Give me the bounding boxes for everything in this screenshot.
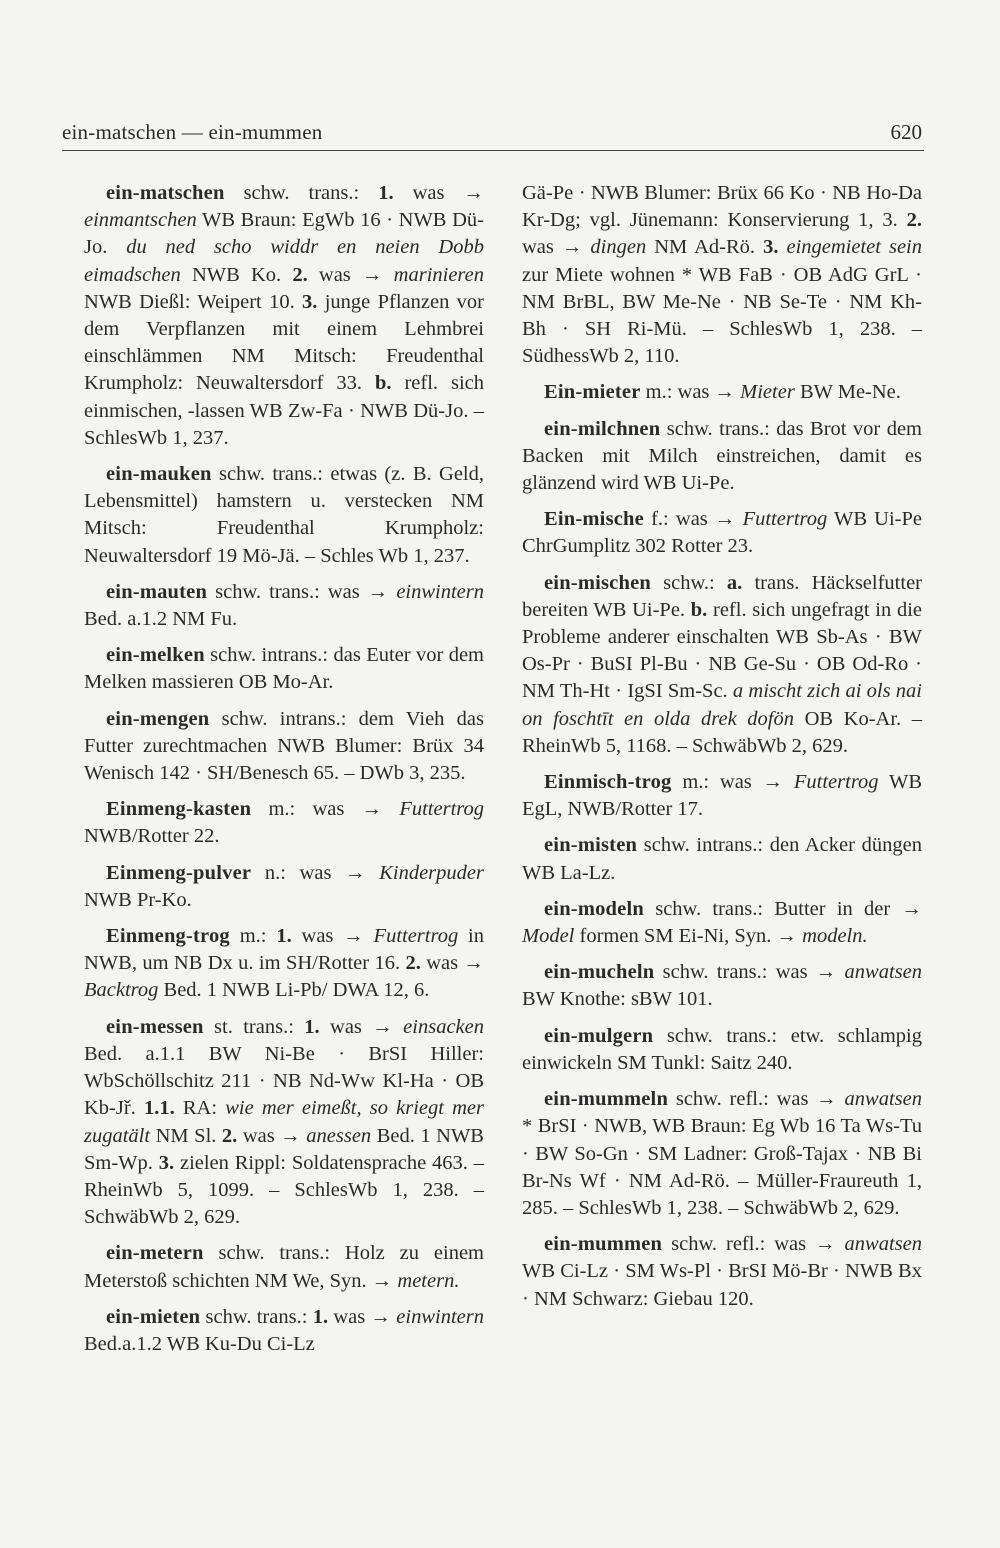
dictionary-entry [522,769,922,823]
entry-text: WB Ui-Pe ChrGumplitz 302 Rotter 23. [522,508,923,558]
entry-text: schw. trans.: [224,182,379,204]
entry-text: schw. trans.: Holz zu einem Meterstoß schichten NM We, Syn. → [84,1242,484,1292]
entry-text: Gä-Pe · NWB Blumer: Brüx 66 Ko · NB Ho-Da Kr-Dg; vgl. Jünemann: Konservierung 1, 3. [522,182,922,232]
entry-italic-text: einwintern [396,1305,484,1328]
entry-text: schw. intrans.: den Acker düngen WB La-Lz. [522,834,922,884]
entry-text: WB Braun: EgWb 16 · NWB Dü-Jo. [84,209,484,259]
entry-text: zielen Rippl: Soldatensprache 463. – RheinWb 5, 1099. – SchlesWb 1, 238. – SchwäbWb 2, 629. [84,1151,484,1229]
entry-sense-number: 1.1. [143,1097,175,1120]
entry-text: was → [237,1124,307,1147]
entry-sense-number: 2. [292,263,308,286]
entry-text: schw. intrans.: das Euter vor dem Melken massieren OB Mo-Ar. [84,644,484,694]
dictionary-entry [522,896,922,950]
dictionary-entry [522,959,922,1013]
entry-lemma: ein-mauten [106,580,208,603]
entry-lemma: ein-milchnen [544,417,661,440]
entry-text: n.: was → [251,861,380,884]
entry-lemma: ein-mulgern [544,1024,654,1047]
entry-sense-number: 2. [221,1124,238,1147]
entry-lemma: ein-mummen [544,1233,663,1256]
entry-italic-text: einmantschen [84,209,197,232]
entry-text: in NWB, um NB Dx u. im SH/Rotter 16. [84,925,484,975]
entry-text: NWB Ko. [180,263,293,286]
entry-text: refl. sich einmischen, -lassen WB Zw-Fa · NWB Dü-Jo. – SchlesWb 1, 237. [84,372,484,449]
entry-text: Bed.a.1.2 WB Ku-Du Ci-Lz [84,1332,315,1355]
entry-italic-text: anwatsen [844,1233,922,1256]
page-number: 620 [890,120,922,144]
dictionary-entry [84,706,484,788]
entry-text: m.: was → [251,798,400,821]
entry-italic-text: du ned scho widdr en neien Dobb eimadschen [84,236,484,286]
entry-sense-number: b. [690,598,708,621]
entry-italic-text: metern. [397,1269,460,1292]
entry-lemma: ein-messen [106,1015,204,1038]
entry-text: schw. trans.: etw. schlampig einwickeln SM Tunkl: Saitz 240. [522,1024,922,1074]
entry-italic-text: anwatsen [844,1088,922,1111]
entry-italic-text: Futtertrog [399,798,484,821]
entry-italic-text: Model [522,925,575,948]
entry-sense-number: 3. [158,1151,175,1174]
entry-text: was → [307,263,394,286]
entry-lemma: ein-misten [544,834,638,857]
entry-lemma: ein-mauken [106,463,212,486]
entry-text: schw. refl.: was → [668,1088,845,1111]
entry-italic-text: Futtertrog [742,508,828,531]
entry-italic-text: Futtertrog [373,925,459,948]
dictionary-entry [84,1304,484,1358]
dictionary-entry [522,1023,922,1077]
entry-lemma: ein-mengen [106,707,210,730]
dictionary-entry [522,506,922,560]
dictionary-entry [522,379,922,406]
entry-text: schw. intrans.: dem Vieh das Futter zurechtmachen NWB Blumer: Brüx 34 Wenisch 142 · SH/Benesch 65. – DWb 3, 235. [84,707,484,785]
dictionary-entry [522,570,922,760]
dictionary-entry [522,1231,922,1313]
dictionary-entry [84,796,484,850]
entry-text: f.: was → [643,508,743,531]
entry-text: was → [420,952,484,975]
dictionary-entry [84,1240,484,1294]
entry-text: BW Me-Ne. [794,381,901,404]
entry-sense-number: 3. [302,290,318,313]
dictionary-entry [84,579,484,633]
entry-sense-number: 1. [304,1015,320,1038]
dictionary-entry [84,1014,484,1232]
entry-text: NM Sl. [150,1124,222,1147]
entry-sense-number: 2. [906,209,922,232]
entry-text: st. trans.: [203,1015,305,1038]
entry-lemma: Einmeng-kasten [106,798,252,821]
entry-sense-number: 1. [312,1305,329,1328]
entry-italic-text: anwatsen [844,961,922,984]
entry-text: schw. refl.: was → [662,1233,845,1256]
entry-text: NWB Pr-Ko. [84,888,192,911]
entry-italic-text: Futtertrog [793,771,879,794]
entry-italic-text: anessen [306,1124,372,1147]
right-column [522,180,922,1322]
entry-italic-text: Backtrog [84,979,159,1002]
entry-text: m.: was → [640,381,741,404]
entry-lemma: Einmeng-pulver [106,861,252,884]
dictionary-entry [84,923,484,1005]
entry-text: Bed. a.1.2 NM Fu. [84,608,238,631]
entry-text: m.: [229,925,277,948]
entry-text: was → [393,182,484,204]
entry-lemma: ein-modeln [544,897,644,920]
entry-text: was → [522,236,591,259]
entry-italic-text: Mieter [740,381,795,404]
entry-italic-text: einwintern [396,580,484,603]
entry-text: OB Ko-Ar. – RheinWb 5, 1168. – SchwäbWb 2, 629. [522,707,922,757]
entry-text: * BrSI · NWB, WB Braun: Eg Wb 16 Ta Ws-Tu · BW So-Gn · SM Ladner: Groß-Tajax · NB Bi Br-Ns Wf · NM Ad-Rö. – Müller-Fraureuth 1, 285. – SchlesWb 1, 238. – SchwäbWb 2, 629. [522,1115,922,1219]
entry-lemma: Ein-mische [544,508,644,531]
entry-text: WB Ci-Lz · SM Ws-Pl · BrSI Mö-Br · NWB Bx · NM Schwarz: Giebau 120. [522,1260,922,1310]
entry-lemma: ein-metern [106,1242,204,1265]
entry-sense-number: a. [726,571,743,594]
entry-italic-text: a mischt zich ai ols nai on foschtīt en olda drek dofön [522,680,922,730]
entry-italic-text: dingen [590,236,647,259]
entry-text: zur Miete wohnen * WB FaB · OB AdG GrL · NM BrBL, BW Me-Ne · NB Se-Te · NM Kh-Bh · SH Ri-Mü. – SchlesWb 1, 238. – SüdhessWb 2, 110. [522,263,922,368]
entry-text: Bed. 1 NWB Sm-Wp. [84,1124,484,1174]
entry-text: BW Knothe: sBW 101. [522,988,713,1011]
entry-text: NM Ad-Rö. [646,236,764,259]
left-column [84,180,484,1367]
running-head: ein-matschen — ein-mummen [62,120,323,144]
entry-text: schw. trans.: das Brot vor dem Backen mit Milch einstreichen, damit es glänzend wird WB Ui-Pe. [522,417,922,495]
entry-lemma: Einmisch-trog [544,771,672,794]
entry-lemma: ein-matschen [106,182,225,204]
entry-italic-text: einsacken [403,1015,484,1038]
entry-sense-number: 3. [763,236,779,259]
entry-lemma: ein-mieten [106,1305,201,1328]
entry-text: formen SM Ei-Ni, Syn. → [574,925,803,948]
entry-text: was → [328,1305,397,1328]
entry-text: NWB Dießl: Weipert 10. [84,290,303,313]
entry-text: schw. trans.: Butter in der → [643,897,922,920]
entry-lemma: ein-mummeln [544,1088,669,1111]
entry-text: was → [319,1015,404,1038]
entry-italic-text: eingemietet sein [786,236,922,259]
entry-text: schw. trans.: etwas (z. B. Geld, Lebensmittel) hamstern u. verstecken NM Mitsch: Freudenthal Krumpholz: Neuwaltersdorf 19 Mö-Jä. – Schles Wb 1, 237. [84,463,484,567]
dictionary-entry [84,860,484,914]
entry-text: RA: [174,1097,226,1120]
dictionary-entry [84,461,484,570]
entry-text: schw. trans.: [200,1305,313,1328]
dictionary-entry [84,180,484,452]
entry-text: trans. Häckselfutter bereiten WB Ui-Pe. [522,571,922,621]
entry-sense-number: 1. [276,925,292,948]
dictionary-entry [84,642,484,696]
entry-text: Bed. 1 NWB Li-Pb/ DWA 12, 6. [158,979,430,1002]
dictionary-entry [522,1086,922,1222]
dictionary-entry [522,832,922,886]
dictionary-entry [522,416,922,498]
entry-lemma: Ein-mieter [544,381,641,404]
entry-text: junge Pflanzen vor dem Verpflanzen mit einem Lehmbrei einschlämmen NM Mitsch: Freudenthal Krumpholz: Neuwaltersdorf 33. [84,290,484,395]
entry-text: refl. sich ungefragt in die Probleme anderer einschalten WB Sb-As · BW Os-Pr · BuSI Pl-Bu · NB Ge-Su · OB Od-Ro · NM Th-Ht · IgSI Sm-Sc. [522,598,922,703]
entry-text: was → [291,925,374,948]
entry-text: schw.: [650,571,727,594]
entry-lemma: ein-mucheln [544,961,655,984]
entry-text: Bed. a.1.1 BW Ni-Be · BrSI Hiller: WbSchöllschitz 211 · NB Nd-Ww Kl-Ha · OB Kb-Jř. [84,1042,484,1120]
entry-lemma: ein-mischen [544,571,651,594]
header-rule [62,150,924,151]
entry-text: m.: was → [671,771,794,794]
entry-text: schw. trans.: was → [207,580,397,603]
entry-italic-text: wie mer eimeßt, so kriegt mer zugatält [84,1097,484,1147]
entry-italic-text: marinieren [393,263,484,286]
entry-italic-text: Kinderpuder [379,861,484,884]
entry-text: WB EgL, NWB/Rotter 17. [522,771,923,821]
page-header [62,120,922,150]
entry-text: NWB/Rotter 22. [84,825,220,848]
entry-lemma: ein-melken [106,644,205,667]
entry-sense-number: 1. [378,182,394,204]
entry-lemma: Einmeng-trog [106,925,230,948]
dictionary-entry-continuation [522,180,922,370]
entry-sense-number: 2. [405,952,421,975]
entry-sense-number: b. [375,372,392,395]
entry-text: schw. trans.: was → [654,961,845,984]
entry-italic-text: modeln. [802,925,868,948]
